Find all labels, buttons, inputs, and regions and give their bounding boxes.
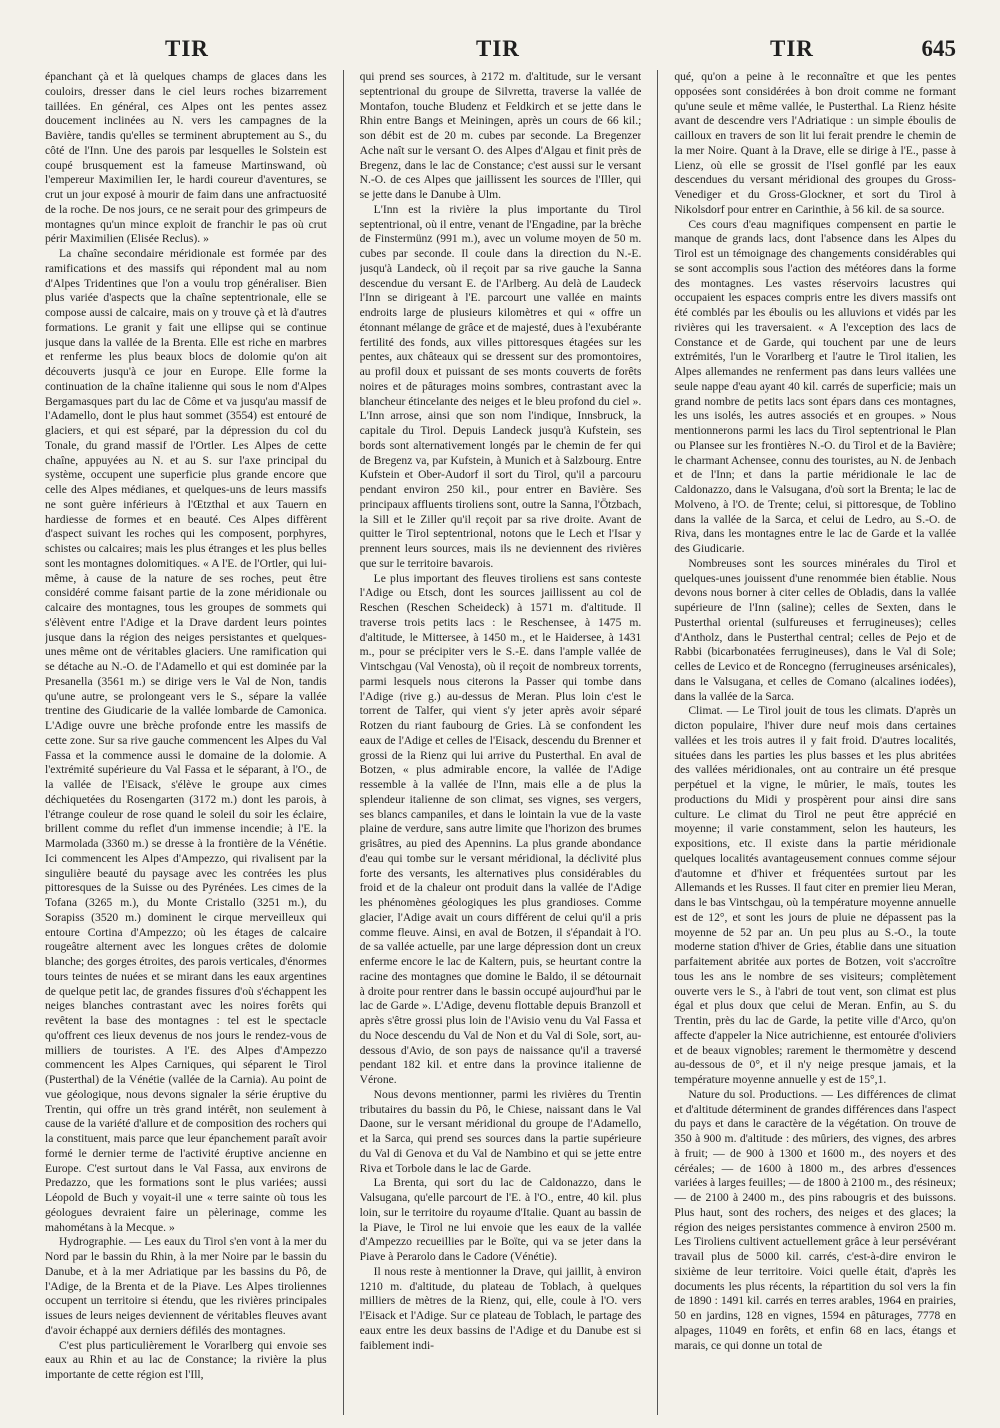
paragraph: Nous devons mentionner, parmi les rivières du Trentin tributaires du bassin du Pô, le Chiese, naissant dans le Val Daone, sur le versant méridional du groupe de l'Adamello, et la Sarca, qui prend ses sources dans la partie supérieure du Val di Genova et du Val de Nambino et qui se jette entre Riva et Torbole dans le lac de Garde.	[359, 1087, 642, 1175]
paragraph: Nature du sol. Productions. — Les différences de climat et d'altitude déterminent de grandes différences dans l'aspect du pays et dans le caractère de la végétation. On trouve de 350 à 900 m. d'altitude : des mûriers, des vignes, des arbres à fruit; — de 900 à 1300 et 1600 m., des noyers et des céréales; — de 1600 à 1800 m., des arbres d'essences variées à larges feuilles; — de 1800 à 2100 m., des résineux; — de 2100 à 2400 m., des pins rabougris et des buissons. Plus haut, sont des rochers, des neiges et des glaces; la région des neiges persistantes commence à environ 2500 m. Les Tiroliens cultivent actuellement grâce à leur persévérant travail plus de 5000 kil. carrés, c'est-à-dire environ le sixième de leur territoire. Voici quelle était, d'après les documents les plus récents, la répartition du sol vers la fin de 1890 : 1491 kil. carrés en terres arables, 1964 en prairies, 50 en jardins, 128 en vignes, 1594 en pâturages, 7778 en alpages, 11049 en forêts, et enfin 68 en lacs, étangs et marais, ce qui donne un total de	[674, 1087, 956, 1352]
paragraph: Nombreuses sont les sources minérales du Tirol et quelques-unes jouissent d'une renommée bien établie. Nous devons nous borner à citer celles de Obladis, dans la vallée supérieure de l'Inn (saline); celles de Sexten, dans le Pusterthal oriental (sulfureuses et ferrugineuses); celles d'Antholz, dans le Pusterthal central; celles de Pejo et de Rabbi (bicarbonatées ferrugineuses), dans le Val di Sole; celles de Levico et de Roncegno (ferrugineuses arsénicales), dans le Valsugana, et celles de Comano (alcalines iodées), dans la vallée de la Sarca.	[674, 556, 956, 703]
paragraph: Le plus important des fleuves tiroliens est sans conteste l'Adige ou Etsch, dont les sources jaillissent au col de Reschen (Reschen Scheideck) à 1571 m. d'altitude. Il traverse trois petits lacs : le Reschensee, à 1475 m. d'altitude, le Mittersee, à 1450 m., et le Haidersee, à 1431 m., pour se précipiter vers le S.-E. dans l'ample vallée de Vintschgau (Val Venosta), où il reçoit de nombreux torrents, parmi lesquels nous citerons la Passer qui tombe dans l'Adige (rive g.) au-dessus de Meran. Plus loin c'est le torrent de Talfer, qui vient s'y jeter après avoir séparé Rotzen du riant faubourg de Gries. Là se confondent les eaux de l'Adige et celles de l'Eisack, descendu du Brenner et grossi de la Rienz qui lui arrive du Pusterthal. En aval de Botzen, « plus admirable encore, la vallée de l'Adige ressemble à la vallée de l'Inn, mais elle a de plus la splendeur italienne de son climat, ses vignes, ses vergers, ses blancs campaniles, et dans le lointain la vue de la vaste plaine de verdure, sans autre limite que l'horizon des brumes grisâtres, au pied des Apennins. La plus grande abondance d'eau qui tombe sur le versant méridional, la déclivité plus forte des versants, les alternatives plus considérables du froid et de la chaleur ont produit dans la vallée de l'Adige les phénomènes géologiques les plus grandioses. Comme glacier, l'Adige avait un cours différent de celui qu'il a pris comme fleuve. Ainsi, en aval de Botzen, il s'épandait à l'O. de sa vallée actuelle, par une large dépression dont un creux enferme encore le lac de Kaltern, puis, se heurtant contre la racine des montagnes que domine le Baldo, il se détournait à droite pour rentrer dans le bassin occupé aujourd'hui par le lac de Garde ». L'Adige, devenu flottable depuis Branzoll et après s'être grossi plus loin de l'Avisio venu du Val Fassa et du Noce descendu du Val de Non et du Val di Sole, sort, au-dessous d'Avio, de son pays de naissance qu'il a traversé pendant 182 kil. et entre dans la province italienne de Vérone.	[359, 571, 642, 1086]
running-header	[45, 36, 956, 70]
paragraph: La chaîne secondaire méridionale est formée par des ramifications et des massifs qui répondent mal au nom d'Alpes Tridentines que l'on a voulu trop généraliser. Bien plus variée d'aspects que la chaîne septentrionale, elle se compose aussi de calcaire, mais on y trouve çà et là d'autres formations. Le granit y fait une ellipse qui se continue jusque dans la vallée de la Brenta. Elle est riche en marbres et renferme les plus beaux blocs de dolomie qu'on ait découverts jusqu'à ce jour en Europe. Elle forme la continuation de la chaîne italienne qui sous le nom d'Alpes Bergamasques part du lac de Côme et va jusqu'au massif de l'Adamello, dont le plus haut sommet (3554) est entouré de glaciers, et qui est séparé, par la dépression du col du Tonale, du grand massif de l'Ortler. Les Alpes de cette chaîne, appuyées au N. et au S. sur l'axe principal du système, occupent une superficie plus grande encore que celle des Alpes médianes, et quelques-uns de leurs massifs ne sont guère inférieurs à l'Œtzthal et aux Tauern en hardiesse de formes et en beauté. Ces Alpes diffèrent d'aspect suivant les roches qui les composent, porphyres, schistes ou calcaires; mais les plus étranges et les plus belles sont les montagnes dolomitiques. « A l'E. de l'Ortler, qui lui-même, à cause de la nature de ses roches, peut être considéré comme faisant partie de la zone méridionale ou calcaire des montagnes, tous les groupes de sommets qui s'élèvent entre l'Adige et la Drave dardent leurs pointes jusque dans la région des neiges persistantes et quelques-unes même ont de véritables glaciers. Une ramification qui se détache au N.-O. de l'Adamello et qui est dominée par la Presanella (3561 m.) se dirige vers le Val de Non, tandis qu'une autre, se prolongeant vers le S., sépare la vallée trentine des Giudicarie de la vallée lombarde de Camonica. L'Adige ouvre une brèche profonde entre les massifs de cette zone. Sur sa rive gauche commencent les Alpes du Val Fassa et la commence aussi le domaine de la dolomie. A l'extrémité supérieure du Val Fassa et le séparant, à l'O., de la vallée de l'Eisack, s'élève le groupe aux cimes déchiquetées du Rosengarten (3172 m.) dont les parois, à l'étrange couleur de rose quand le soleil du soir les éclaire, brillent comme du reflet d'un immense incendie; à l'E. la Marmolada (3360 m.) se dresse à la frontière de la Vénétie. Ici commencent les Alpes d'Ampezzo, qui rivalisent par la singulière beauté du paysage avec les contrées les plus pittoresques de la Suisse ou des Pyrénées. Les cimes de la Tofana (3265 m.), du Monte Cristallo (3251 m.), du Sorapiss (3520 m.) dominent le cirque merveilleux qui entoure Cortina d'Ampezzo; où les étages de calcaire rougeâtre alternent avec les longues crêtes de dolomie blanche; des gorges étroites, des parois verticales, d'énormes tours teintes de nuées et se mirant dans les eaux argentines de quelque petit lac, de grandes fissures d'où s'échappent les neiges blanches contrastant avec les noires forêts qui revêtent la base des montagnes : tel est le spectacle qu'offrent ces lieux devenus de nos jours le rendez-vous de milliers de touristes. A l'E. des Alpes d'Ampezzo commencent les Alpes Carniques, qui séparent le Tirol (Pusterthal) de la Vénétie (vallée de la Carnia). Au point de vue géologique, nous devons signaler la série éruptive du Trentin, qui offre un très grand intérêt, non seulement à cause de la variété d'allure et de composition des rochers qui la constituent, mais parce que leur épanchement paraît avoir formé le dernier terme de l'activité éruptive ancienne en Europe. C'est surtout dans le Val Fassa, aux environs de Predazzo, que les formations sont le plus variées; aussi Léopold de Buch y voyait-il une « terre sainte où tous les géologues devraient faire un pèlerinage, comme les mahométans à la Mecque. »	[45, 247, 327, 1234]
paragraph: Il nous reste à mentionner la Drave, qui jaillit, à environ 1210 m. d'altitude, du plateau de Toblach, à quelques milliers de mètres de la Rienz, qui, elle, coule à l'O. vers l'Eisack et l'Adige. Sur ce plateau de Toblach, le partage des eaux entre les deux bassins de l'Adige et du Danube est si faiblement indi-	[359, 1264, 642, 1352]
header-word-center: TIR	[476, 36, 520, 61]
paragraph: Hydrographie. — Les eaux du Tirol s'en vont à la mer du Nord par le bassin du Rhin, à la mer Noire par le bassin du Danube, et à la mer Adriatique par les bassins du Pô, de l'Adige, de la Brenta et de la Piave. Les Alpes tiroliennes occupent un territoire si étendu, que les rivières principales issues de leurs neiges deviennent de véritables fleuves avant d'avoir échappé aux derniers défilés des montagnes.	[45, 1235, 327, 1337]
paragraph: L'Inn est la rivière la plus importante du Tirol septentrional, où il entre, venant de l'Engadine, par la brèche de Finstermünz (991 m.), avec un volume moyen de 50 m. cubes par seconde. Il coule dans la direction du N.-E. jusqu'à Landeck, où il reçoit par sa rive gauche la Sanna descendue du versant E. de l'Arlberg. Au delà de Laudeck l'Inn se dirigeant à l'E. parcourt une vallée en maints endroits large de plusieurs kilomètres et qui « offre un étonnant mélange de grâce et de majesté, dues à l'exubérante fertilité des fonds, aux villes pittoresques étagées sur les pentes, aux châteaux qui se dressent sur des promontoires, au profil doux et puissant de ses monts couverts de forêts noires et de pâturages moins sombres, contrastant avec la blancheur étincelante des neiges et le bleu profond du ciel ». L'Inn arrose, ainsi que son nom l'indique, Innsbruck, la capitale du Tirol. Depuis Landeck jusqu'à Kufstein, ses bords sont alternativement longés par le chemin de fer qui de Bregenz va, par Kufstein, à Munich et à Salzbourg. Entre Kufstein et Ober-Audorf il sort du Tirol, qu'il a parcouru pendant environ 250 kil., pour entrer en Bavière. Ses principaux affluents tiroliens sont, outre la Sanna, l'Ötzbach, la Sill et le Ziller qu'il reçoit par sa rive droite. Avant de quitter le Tirol septentrional, notons que le Lech et l'Isar y prennent leurs sources, mais ils ne deviennent des rivières que sur le territoire bavarois.	[359, 202, 642, 570]
header-word-left: TIR	[165, 36, 209, 61]
paragraph: qui prend ses sources, à 2172 m. d'altitude, sur le versant septentrional du groupe de Silvretta, traverse la vallée de Montafon, touche Bludenz et Feldkirch et se jette dans le Rhin entre Bangs et Meiningen, après un cours de 66 kil.; son débit est de 20 m. cubes par seconde. La Bregenzer Ache naît sur le versant O. des Alpes d'Algau et finit près de Bregenz, dans le lac de Constance; c'est aussi sur le versant N.-O. de ces Alpes que jaillissent les sources de l'Iller, qui se jette dans le Danube à Ulm.	[359, 70, 642, 201]
column-3	[674, 70, 956, 1415]
column-2	[360, 70, 642, 1415]
page-number: 645	[921, 36, 956, 61]
column-divider	[657, 70, 658, 1415]
header-word-right: TIR	[770, 36, 814, 61]
paragraph: épanchant çà et là quelques champs de glaces dans les couloirs, dresser dans le ciel leurs roches bizarrement taillées. En général, ces Alpes ont les pentes assez doucement inclinées au N. vers les campagnes de la Bavière, tandis qu'elles se terminent abruptement au S., du côté de l'Inn. Une des parois par lesquelles le Solstein est coupé brusquement est la fameuse Martinswand, où l'empereur Maximilien Ier, le hardi coureur d'aventures, se crut un jour exposé à mourir de faim dans une anfractuosité de la roche. De nos jours, ce ne serait pour des grimpeurs de montagnes qu'un mince exploit de franchir le pas où crut périr Maximilien (Elisée Reclus). »	[45, 70, 327, 246]
paragraph: qué, qu'on a peine à le reconnaître et que les pentes opposées sont considérées à bon droit comme ne formant qu'une seule et même vallée, le Pusterthal. La Rienz hésite avant de descendre vers l'Adriatique : un simple éboulis de cailloux en travers de son lit lui ferait prendre le chemin de la mer Noire. Quant à la Drave, elle se dirige à l'E., passe à Lienz, où elle se grossit de l'Isel gonflé par les eaux descendues du versant méridional des groupes du Gross-Venediger et du Gross-Glockner, et sort du Tirol à Nikolsdorf pour entrer en Carinthie, à 56 kil. de sa source.	[674, 70, 956, 216]
column-1	[45, 70, 327, 1415]
paragraph: Climat. — Le Tirol jouit de tous les climats. D'après un dicton populaire, l'hiver dure neuf mois dans certaines vallées et les trois autres il y fait froid. D'autres localités, situées dans les parties les plus basses et les plus abritées des vallées méridionales, ont au contraire un été presque perpétuel et la vigne, le mûrier, le maïs, toutes les productions du Midi y prospèrent pour ainsi dire sans culture. Le climat du Tirol ne peut être apprécié en moyenne; il varie constamment, selon les hauteurs, les expositions, etc. Il existe dans la partie méridionale quelques localités avantageusement connues comme séjour d'automne et d'hiver et fréquentées surtout par les Allemands et les Russes. Il faut citer en premier lieu Meran, dans le bas Vintschgau, où la température moyenne annuelle est de 12°, et sont les jours de pluie ne dépassent pas la moyenne de 52 par an. Un peu plus au S.-O., la toute moderne station d'hiver de Gries, établie dans une situation parfaitement abritée aux portes de Botzen, voit s'accroître tous les ans le nombre de ses visiteurs; complètement ouverte vers le S., à l'abri de tout vent, son climat est plus égal et plus doux que celui de Meran. Enfin, au S. du Trentin, près du lac de Garde, la petite ville d'Arco, qu'on affecte d'appeler la Nice autrichienne, est entourée d'oliviers et de beaux vignobles; rarement le thermomètre y descend au-dessous de 0°, et il n'y neige presque jamais, et la température moyenne annuelle y est de 15°,1.	[674, 704, 956, 1086]
paragraph: C'est plus particulièrement le Vorarlberg qui envoie ses eaux au Rhin et au lac de Constance; la rivière la plus importante de cette région est l'Ill,	[45, 1338, 327, 1381]
column-divider	[343, 70, 344, 1415]
paragraph: La Brenta, qui sort du lac de Caldonazzo, dans le Valsugana, qu'elle parcourt de l'E. à l'O., entre, 40 kil. plus loin, sur le territoire du royaume d'Italie. Quant au bassin de la Piave, le Tirol ne lui envoie que les eaux de la vallée d'Ampezzo recueillies par le Boïte, qui va se jeter dans la Piave à Perarolo dans le Cadore (Vénétie).	[359, 1176, 642, 1263]
text-columns	[45, 70, 956, 1415]
paragraph: Ces cours d'eau magnifiques compensent en partie le manque de grands lacs, dont l'absence dans les Alpes du Tirol est un témoignage des changements considérables qui se sont accomplis sous l'action des météores dans la forme des montagnes. Les vastes réservoirs lacustres qui occupaient les espaces compris entre les divers massifs ont été comblés par les éboulis ou les alluvions et vidés par les rivières qui les traversaient. « A l'exception des lacs de Constance et de Garde, qui touchent par une de leurs extrémités, l'un le Vorarlberg et l'autre le Tirol italien, les Alpes allemandes ne renferment pas dans leurs vallées une seule nappe d'eau ayant 40 kil. carrés de superficie; mais un grand nombre de petits lacs sont épars dans ces montagnes, les uns isolés, les autres associés et en groupes. » Nous mentionnerons parmi les lacs du Tirol septentrional le Plan ou Plansee sur les frontières N.-O. du Tirol et de la Bavière; le charmant Achensee, connu des touristes, au N. de Jenbach et de l'Inn; et dans la partie méridionale le lac de Caldonazzo, dans le Valsugana, d'où sort la Brenta; le lac de Molveno, à l'O. de Trente; celui, si pittoresque, de Toblino dans la vallée de la Sarca, et celui de Ledro, au S.-O. de Riva, dans les montagnes entre le lac de Garde et la vallée des Giudicarie.	[674, 217, 956, 555]
